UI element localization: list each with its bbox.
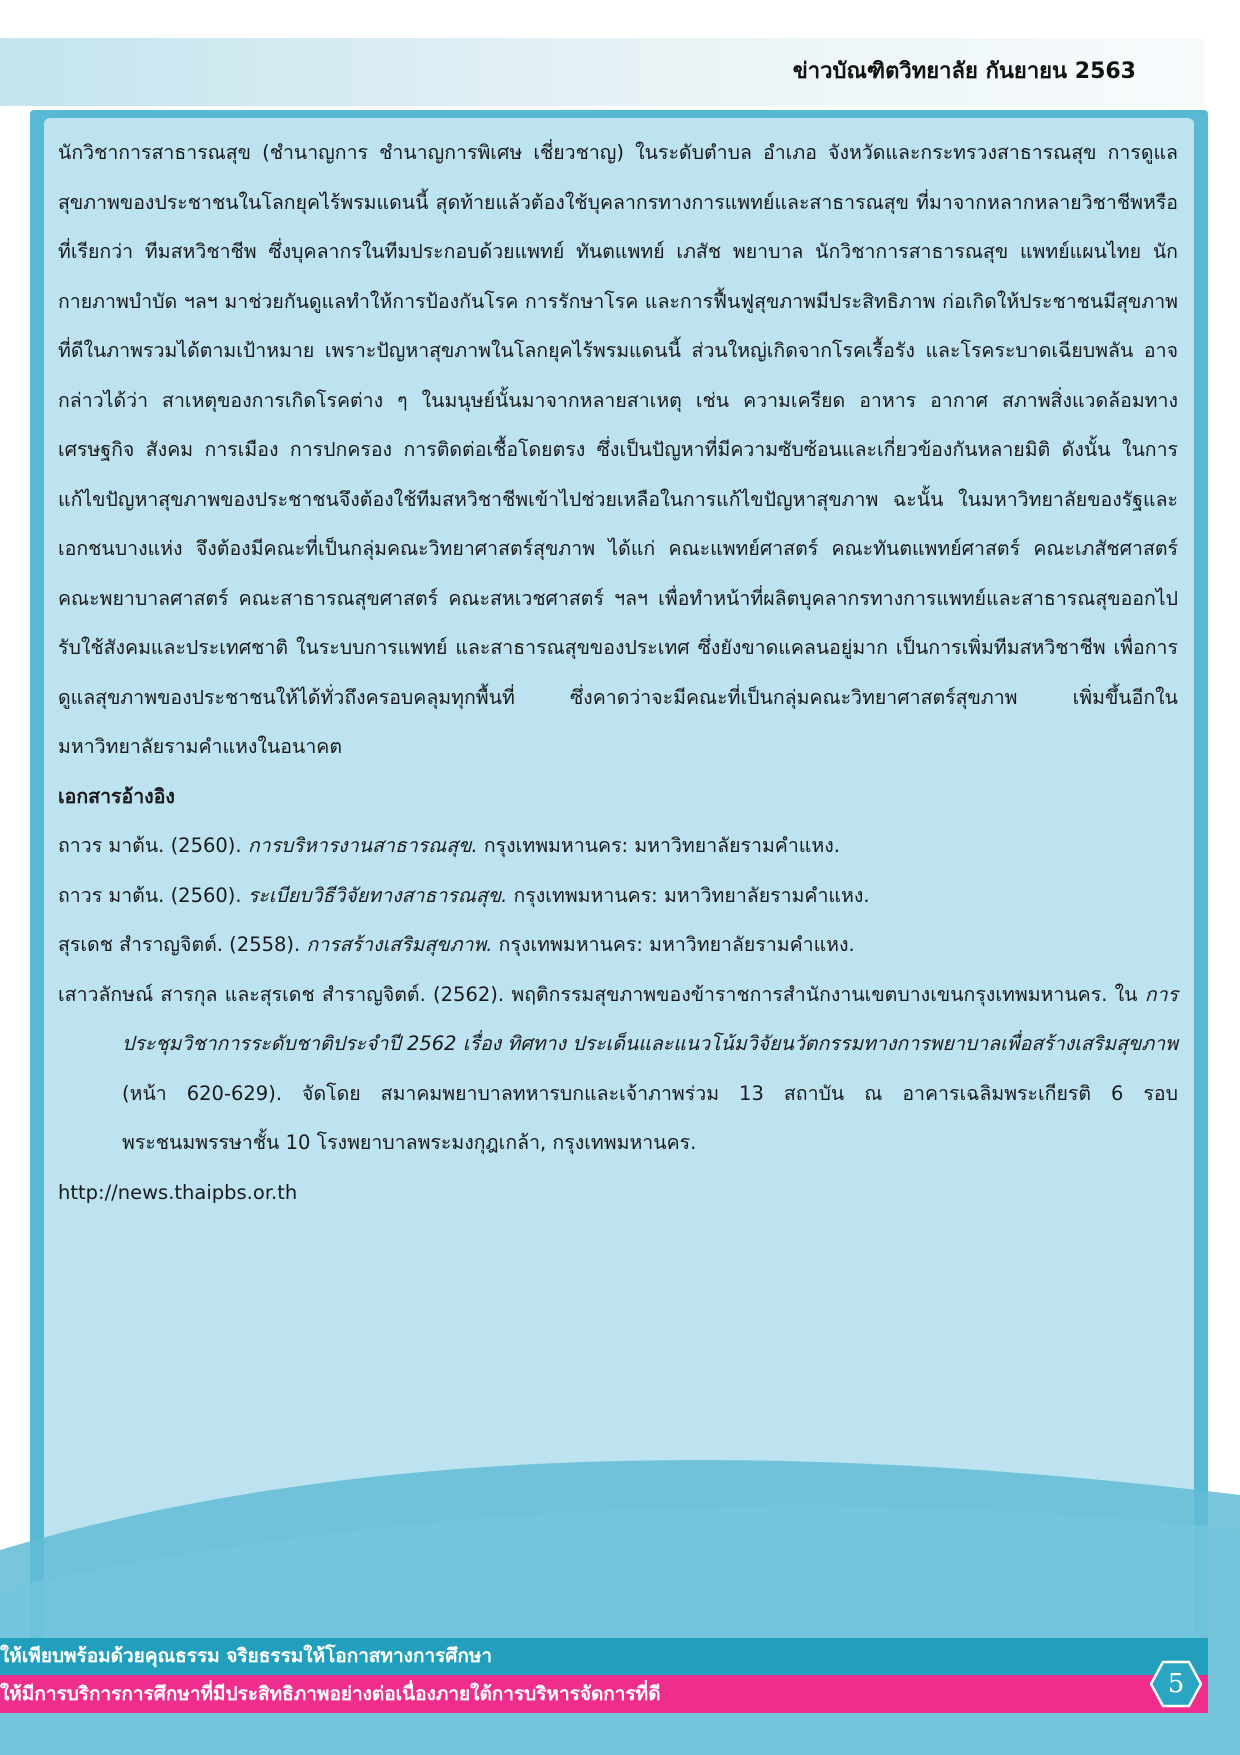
- page-header-title: ข่าวบัณฑิตวิทยาลัย กันยายน 2563: [792, 59, 1136, 84]
- reference-title: การประชุมวิชาการระดับชาติประจำปี 2562 เรื่อง ทิศทาง ประเด็นและแนวโน้มวิจัยนวัตกรรมทางการพยาบาลเพื่อสร้างเสริมสุขภาพ: [122, 982, 1178, 1055]
- page-number: 5: [1167, 1669, 1185, 1699]
- reference-title: การบริหารงานสาธารณสุข.: [247, 834, 478, 857]
- reference-url[interactable]: http://news.thaipbs.or.th: [58, 1180, 298, 1204]
- footer-motto-line1: ให้เพียบพร้อมด้วยคุณธรรม จริยธรรมให้โอกาสทางการศึกษา: [0, 1645, 493, 1667]
- reference-author: ถาวร มาต้น. (2560).: [58, 883, 248, 907]
- reference-title: การสร้างเสริมสุขภาพ.: [306, 933, 493, 956]
- reference-author: สุรเดช สำราญจิตต์. (2558).: [58, 933, 307, 956]
- reference-item: [58, 821, 1178, 871]
- article-content: [58, 128, 1178, 1217]
- reference-publisher: กรุงเทพมหานคร: มหาวิทยาลัยรามคำแหง.: [492, 933, 855, 956]
- reference-publisher: (หน้า 620-629). จัดโดย สมาคมพยาบาลทหารบกและเจ้าภาพร่วม 13 สถาบัน ณ อาคารเฉลิมพระเกียรติ 6 รอบพระชนมพรรษาชั้น 10 โรงพยาบาลพระมงกุฎเกล้า, กรุงเทพมหานคร.: [122, 1081, 1178, 1154]
- footer-motto-line2: ให้มีการบริการการศึกษาที่มีประสิทธิภาพอย่างต่อเนื่องภายใต้การบริหารจัดการที่ดี: [0, 1683, 661, 1705]
- reference-item: [58, 871, 1178, 921]
- header-bar: [0, 38, 1204, 106]
- references-heading: เอกสารอ้างอิง: [58, 784, 175, 808]
- reference-author: เสาวลักษณ์ สารกุล และสุรเดช สำราญจิตต์. (2562). พฤติกรรมสุขภาพของข้าราชการสำนักงานเขตบางเขนกรุงเทพมหานคร. ใน: [58, 982, 1145, 1006]
- reference-title: ระเบียบวิธีวิจัยทางสาธารณสุข.: [247, 883, 508, 907]
- reference-author: ถาวร มาต้น. (2560).: [58, 834, 248, 857]
- reference-item: [58, 920, 1178, 970]
- body-paragraph: นักวิชาการสาธารณสุข (ชำนาญการ ชำนาญการพิเศษ เชี่ยวชาญ) ในระดับตำบล อำเภอ จังหวัดและกระทรวงสาธารณสุข การดูแลสุขภาพของประชาชนในโลกยุคไร้พรมแดนนี้ สุดท้ายแล้วต้องใช้บุคลากรทางการแพทย์และสาธารณสุข ที่มาจากหลากหลายวิชาชีพหรือที่เรียกว่า ทีมสหวิชาชีพ ซึ่งบุคลากรในทีมประกอบด้วยแพทย์ ทันตแพทย์ เภสัช พยาบาล นักวิชาการสาธารณสุข แพทย์แผนไทย นักกายภาพบำบัด ฯลฯ มาช่วยกันดูแลทำให้การป้องกันโรค การรักษาโรค และการฟื้นฟูสุขภาพมีประสิทธิภาพ ก่อเกิดให้ประชาชนมีสุขภาพที่ดีในภาพรวมได้ตามเป้าหมาย เพราะปัญหาสุขภาพในโลกยุคไร้พรมแดนนี้ ส่วนใหญ่เกิดจากโรคเรื้อรัง และโรคระบาดเฉียบพลัน อาจกล่าวได้ว่า สาเหตุของการเกิดโรคต่าง ๆ ในมนุษย์นั้นมาจากหลายสาเหตุ เช่น ความเครียด อาหาร อากาศ สภาพสิ่งแวดล้อมทางเศรษฐกิจ สังคม การเมือง การปกครอง การติดต่อเชื้อโดยตรง ซึ่งเป็นปัญหาที่มีความซับซ้อนและเกี่ยวข้องกันหลายมิติ ดังนั้น ในการแก้ไขปัญหาสุขภาพของประชาชนจึงต้องใช้ทีมสหวิชาชีพเข้าไปช่วยเหลือในการแก้ไขปัญหาสุขภาพ ฉะนั้น ในมหาวิทยาลัยของรัฐและเอกชนบางแห่ง จึงต้องมีคณะที่เป็นกลุ่มคณะวิทยาศาสตร์สุขภาพ ได้แก่ คณะแพทย์ศาสตร์ คณะทันตแพทย์ศาสตร์ คณะเภสัชศาสตร์ คณะพยาบาลศาสตร์ คณะสาธารณสุขศาสตร์ คณะสหเวชศาสตร์ ฯลฯ เพื่อทำหน้าที่ผลิตบุคลากรทางการแพทย์และสาธารณสุขออกไปรับใช้สังคมและประเทศชาติ ในระบบการแพทย์ และสาธารณสุขของประเทศ ซึ่งยังขาดแคลนอยู่มาก เป็นการเพิ่มทีมสหวิชาชีพ เพื่อการดูแลสุขภาพของประชาชนให้ได้ทั่วถึงครอบคลุมทุกพื้นที่ ซึ่งคาดว่าจะมีคณะที่เป็นกลุ่มคณะวิทยาศาสตร์สุขภาพ เพิ่มขึ้นอีกในมหาวิทยาลัยรามคำแหงในอนาคต: [58, 141, 1178, 758]
- footer-motto-bar: [0, 1638, 1208, 1675]
- reference-item: [58, 970, 1178, 1168]
- reference-publisher: กรุงเทพมหานคร: มหาวิทยาลัยรามคำแหง.: [507, 883, 870, 907]
- reference-publisher: กรุงเทพมหานคร: มหาวิทยาลัยรามคำแหง.: [477, 834, 840, 857]
- footer-mission-bar: [0, 1675, 1208, 1713]
